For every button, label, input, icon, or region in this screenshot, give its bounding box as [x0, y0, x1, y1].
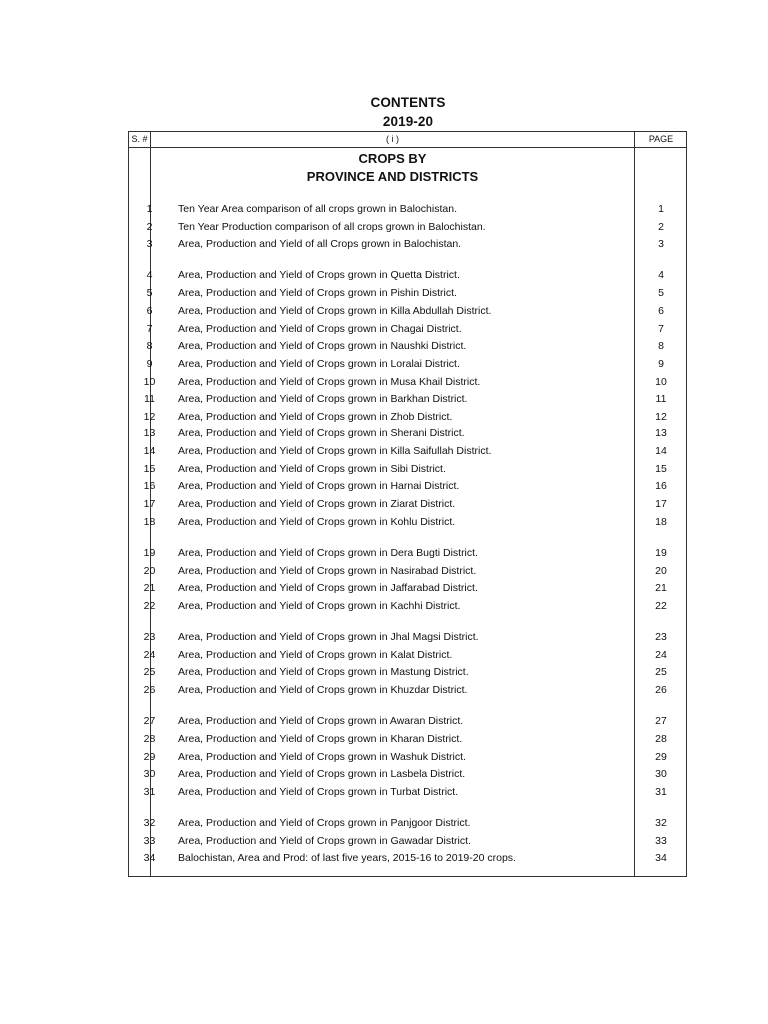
- entry-number: 2: [146, 221, 153, 233]
- entry-page-number: 20: [655, 565, 667, 577]
- entry-title: Area, Production and Yield of Crops grown in Turbat District.: [178, 786, 459, 798]
- entry-page-number: 5: [658, 287, 664, 299]
- toc-entry: [129, 461, 687, 477]
- toc-entry: [129, 219, 687, 235]
- entry-page-number: 11: [655, 393, 667, 405]
- entry-number: 31: [143, 786, 156, 798]
- toc-entry: [129, 766, 687, 782]
- entry-title: Area, Production and Yield of Crops grown in Naushki District.: [178, 340, 467, 352]
- toc-entry: [129, 303, 687, 319]
- entry-title: Area, Production and Yield of Crops grown in Kohlu District.: [178, 516, 456, 528]
- entry-number: 11: [144, 393, 155, 405]
- entry-number: 14: [143, 445, 156, 457]
- toc-entry: [129, 731, 687, 747]
- entry-title: Area, Production and Yield of Crops grown in Gawadar District.: [178, 835, 471, 847]
- entry-number: 24: [143, 649, 156, 661]
- entry-number: 15: [143, 463, 156, 475]
- entry-page-number: 28: [655, 733, 667, 745]
- toc-entry: [129, 443, 687, 459]
- toc-entry: [129, 356, 687, 372]
- document-title: CONTENTS: [370, 95, 446, 110]
- entry-page-number: 7: [658, 323, 664, 335]
- toc-entry: [129, 749, 687, 765]
- entry-page-number: 19: [655, 547, 667, 559]
- entry-title: Area, Production and Yield of Crops grown in Loralai District.: [178, 358, 460, 370]
- entry-title: Area, Production and Yield of Crops grown in Jhal Magsi District.: [178, 631, 479, 643]
- entry-title: Area, Production and Yield of Crops grown in Ziarat District.: [178, 498, 456, 510]
- entry-number: 16: [143, 480, 156, 492]
- toc-entry: [129, 409, 687, 425]
- entry-title: Area, Production and Yield of Crops grown in Kalat District.: [178, 649, 453, 661]
- entry-title: Area, Production and Yield of Crops grown in Jaffarabad District.: [178, 582, 478, 594]
- toc-entry: [129, 545, 687, 561]
- entry-page-number: 3: [658, 238, 664, 250]
- entry-number: 4: [146, 269, 153, 281]
- entry-number: 25: [143, 666, 156, 678]
- header-serial-number: S. #: [131, 134, 148, 144]
- toc-entry: [129, 580, 687, 596]
- entry-page-number: 6: [658, 305, 664, 317]
- entry-title: Balochistan, Area and Prod: of last five years, 2015-16 to 2019-20 crops.: [178, 852, 516, 864]
- toc-entry: [129, 833, 687, 849]
- toc-entry: [129, 496, 687, 512]
- entry-page-number: 21: [655, 582, 667, 594]
- entry-page-number: 12: [655, 411, 667, 423]
- entry-page-number: 17: [655, 498, 667, 510]
- entry-page-number: 13: [655, 427, 667, 439]
- toc-entry: [129, 664, 687, 680]
- entry-number: 1: [146, 203, 153, 215]
- toc-entry: [129, 478, 687, 494]
- entry-title: Area, Production and Yield of Crops grown in Lasbela District.: [178, 768, 466, 780]
- entry-page-number: 32: [655, 817, 667, 829]
- entry-title: Area, Production and Yield of Crops grown in Kharan District.: [178, 733, 463, 745]
- toc-entry: [129, 647, 687, 663]
- toc-entry: [129, 236, 687, 252]
- entry-number: 17: [143, 498, 156, 510]
- document-year: 2019-20: [382, 114, 434, 129]
- toc-entry: [129, 629, 687, 645]
- entry-title: Area, Production and Yield of Crops grown in Nasirabad District.: [178, 565, 477, 577]
- entry-page-number: 9: [658, 358, 664, 370]
- section-heading-line1: CROPS BY: [358, 151, 427, 166]
- toc-entry: [129, 815, 687, 831]
- entry-page-number: 16: [655, 480, 667, 492]
- toc-entry: [129, 713, 687, 729]
- entry-page-number: 8: [658, 340, 664, 352]
- entry-title: Area, Production and Yield of Crops grown in Dera Bugti District.: [178, 547, 478, 559]
- entry-title: Area, Production and Yield of Crops grown in Barkhan District.: [178, 393, 468, 405]
- entry-title: Area, Production and Yield of Crops grown in Panjgoor District.: [178, 817, 471, 829]
- entry-title: Area, Production and Yield of Crops grown in Sherani District.: [178, 427, 465, 439]
- entry-number: 12: [143, 411, 156, 423]
- section-heading-line2: PROVINCE AND DISTRICTS: [306, 169, 479, 184]
- entry-number: 18: [143, 516, 156, 528]
- entry-page-number: 2: [658, 221, 664, 233]
- entry-title: Area, Production and Yield of Crops grown in Musa Khail District.: [178, 376, 481, 388]
- header-page: PAGE: [648, 134, 674, 144]
- entry-page-number: 23: [655, 631, 667, 643]
- entry-number: 8: [146, 340, 153, 352]
- entry-title: Area, Production and Yield of Crops grown in Zhob District.: [178, 411, 453, 423]
- entry-page-number: 15: [655, 463, 667, 475]
- entry-number: 13: [143, 427, 156, 439]
- entry-title: Area, Production and Yield of Crops grown in Chagai District.: [178, 323, 462, 335]
- toc-entry: [129, 682, 687, 698]
- entry-number: 32: [143, 817, 156, 829]
- entry-title: Area, Production and Yield of Crops grown in Khuzdar District.: [178, 684, 468, 696]
- entry-title: Area, Production and Yield of Crops grown in Sibi District.: [178, 463, 446, 475]
- header-divider: [129, 147, 686, 148]
- toc-entry: [129, 514, 687, 530]
- toc-entry: [129, 338, 687, 354]
- entry-page-number: 33: [655, 835, 667, 847]
- entry-page-number: 1: [658, 203, 664, 215]
- entry-title: Area, Production and Yield of Crops grown in Harnai District.: [178, 480, 460, 492]
- toc-entry: [129, 285, 687, 301]
- entry-number: 21: [143, 582, 156, 594]
- entry-page-number: 14: [655, 445, 667, 457]
- entry-page-number: 29: [655, 751, 667, 763]
- entry-title: Area, Production and Yield of Crops grown in Kachhi District.: [178, 600, 461, 612]
- toc-entry: [129, 425, 687, 441]
- entry-title: Area, Production and Yield of Crops grown in Awaran District.: [178, 715, 464, 727]
- entry-title: Area, Production and Yield of Crops grown in Killa Abdullah District.: [178, 305, 492, 317]
- entry-title: Ten Year Area comparison of all crops grown in Balochistan.: [178, 203, 457, 215]
- entry-page-number: 22: [655, 600, 667, 612]
- entry-page-number: 27: [655, 715, 667, 727]
- entry-page-number: 18: [655, 516, 667, 528]
- toc-entry: [129, 391, 687, 407]
- toc-entry: [129, 850, 687, 866]
- toc-entry: [129, 201, 687, 217]
- entry-number: 23: [143, 631, 156, 643]
- entry-title: Area, Production and Yield of Crops grown in Washuk District.: [178, 751, 466, 763]
- toc-entry: [129, 267, 687, 283]
- toc-entry: [129, 563, 687, 579]
- entry-number: 26: [143, 684, 156, 696]
- entry-number: 28: [143, 733, 156, 745]
- toc-entry: [129, 321, 687, 337]
- entry-title: Area, Production and Yield of Crops grown in Mastung District.: [178, 666, 469, 678]
- entry-page-number: 24: [655, 649, 667, 661]
- entry-title: Area, Production and Yield of Crops grown in Quetta District.: [178, 269, 460, 281]
- entry-page-number: 26: [655, 684, 667, 696]
- toc-entry: [129, 598, 687, 614]
- entry-number: 7: [146, 323, 153, 335]
- toc-entry: [129, 784, 687, 800]
- entry-number: 3: [146, 238, 153, 250]
- entry-title: Ten Year Production comparison of all crops grown in Balochistan.: [178, 221, 486, 233]
- entry-page-number: 10: [655, 376, 667, 388]
- entry-number: 33: [143, 835, 156, 847]
- entry-title: Area, Production and Yield of Crops grown in Killa Saifullah District.: [178, 445, 492, 457]
- contents-table: [128, 131, 687, 877]
- entry-page-number: 30: [655, 768, 667, 780]
- entry-number: 19: [143, 547, 156, 559]
- entry-page-number: 31: [655, 786, 667, 798]
- entry-number: 6: [146, 305, 153, 317]
- entry-page-number: 34: [655, 852, 667, 864]
- entry-number: 9: [146, 358, 153, 370]
- entry-number: 29: [143, 751, 156, 763]
- entry-number: 20: [143, 565, 156, 577]
- entry-number: 30: [143, 768, 156, 780]
- entry-number: 5: [146, 287, 153, 299]
- entry-page-number: 4: [658, 269, 664, 281]
- header-page-roman: ( i ): [386, 134, 399, 144]
- toc-entry: [129, 374, 687, 390]
- entry-number: 22: [143, 600, 156, 612]
- entry-number: 10: [143, 376, 156, 388]
- entry-page-number: 25: [655, 666, 667, 678]
- entry-title: Area, Production and Yield of all Crops grown in Balochistan.: [178, 238, 462, 250]
- entry-title: Area, Production and Yield of Crops grown in Pishin District.: [178, 287, 457, 299]
- entry-number: 34: [143, 852, 156, 864]
- entry-number: 27: [143, 715, 156, 727]
